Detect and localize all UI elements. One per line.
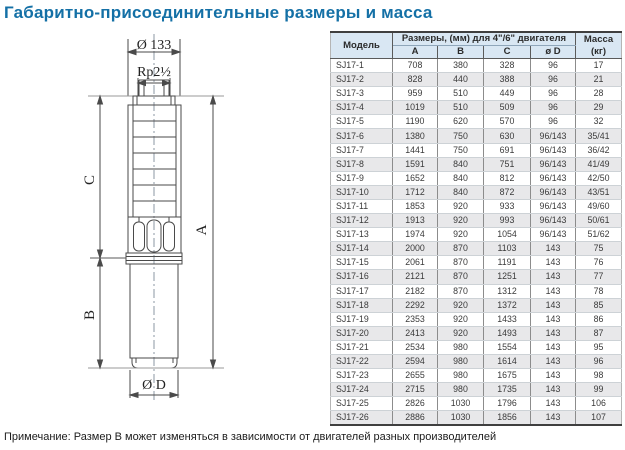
cell-d: 96/143 xyxy=(531,199,576,213)
cell-d: 143 xyxy=(531,369,576,383)
pump-drawing xyxy=(60,30,240,410)
cell-mass: 107 xyxy=(576,411,622,426)
cell-model: SJ17-19 xyxy=(331,312,393,326)
cell-d: 96/143 xyxy=(531,129,576,143)
cell-c: 570 xyxy=(484,115,531,129)
cell-a: 2886 xyxy=(393,411,438,426)
table-row xyxy=(331,115,622,129)
cell-model: SJ17-18 xyxy=(331,298,393,312)
cell-mass: 42/50 xyxy=(576,171,622,185)
cell-d: 143 xyxy=(531,298,576,312)
cell-b: 510 xyxy=(438,87,484,101)
table-row xyxy=(331,298,622,312)
cell-mass: 36/42 xyxy=(576,143,622,157)
cell-b: 870 xyxy=(438,270,484,284)
cell-c: 388 xyxy=(484,73,531,87)
table-row xyxy=(331,270,622,284)
cell-a: 1190 xyxy=(393,115,438,129)
cell-model: SJ17-16 xyxy=(331,270,393,284)
cell-c: 1251 xyxy=(484,270,531,284)
table-row xyxy=(331,256,622,270)
cell-mass: 29 xyxy=(576,101,622,115)
cell-a: 959 xyxy=(393,87,438,101)
cell-d: 143 xyxy=(531,383,576,397)
cell-d: 143 xyxy=(531,284,576,298)
cell-b: 870 xyxy=(438,284,484,298)
cell-b: 750 xyxy=(438,143,484,157)
cell-mass: 99 xyxy=(576,383,622,397)
cell-c: 1054 xyxy=(484,228,531,242)
dim-label-c: C xyxy=(82,174,98,186)
cell-a: 1652 xyxy=(393,171,438,185)
cell-mass: 28 xyxy=(576,87,622,101)
cell-a: 828 xyxy=(393,73,438,87)
cell-d: 143 xyxy=(531,270,576,284)
dim-label-top-diameter: Ø 133 xyxy=(136,38,172,53)
header-col-d: ø D xyxy=(531,46,576,59)
cell-mass: 95 xyxy=(576,340,622,354)
table-row xyxy=(331,284,622,298)
cell-model: SJ17-15 xyxy=(331,256,393,270)
cell-d: 96/143 xyxy=(531,228,576,242)
cell-b: 870 xyxy=(438,256,484,270)
table-row xyxy=(331,73,622,87)
table-row xyxy=(331,312,622,326)
cell-c: 1433 xyxy=(484,312,531,326)
cell-d: 96 xyxy=(531,115,576,129)
cell-d: 96 xyxy=(531,59,576,73)
table-row xyxy=(331,326,622,340)
cell-c: 872 xyxy=(484,185,531,199)
dim-label-bottom-diameter: Ø D xyxy=(142,378,166,393)
cell-a: 2826 xyxy=(393,397,438,411)
table-row xyxy=(331,397,622,411)
cell-a: 1019 xyxy=(393,101,438,115)
cell-a: 2061 xyxy=(393,256,438,270)
cell-model: SJ17-24 xyxy=(331,383,393,397)
header-model: Модель xyxy=(331,32,393,59)
cell-a: 2182 xyxy=(393,284,438,298)
header-mass-unit: (кг) xyxy=(590,45,607,57)
table-row xyxy=(331,59,622,73)
dimensions-table xyxy=(330,31,622,426)
cell-a: 708 xyxy=(393,59,438,73)
dim-label-b: B xyxy=(82,309,98,321)
table-row xyxy=(331,87,622,101)
cell-d: 96/143 xyxy=(531,143,576,157)
cell-c: 328 xyxy=(484,59,531,73)
cell-a: 2353 xyxy=(393,312,438,326)
cell-b: 920 xyxy=(438,199,484,213)
cell-b: 510 xyxy=(438,101,484,115)
cell-b: 980 xyxy=(438,340,484,354)
cell-mass: 77 xyxy=(576,270,622,284)
table-row xyxy=(331,228,622,242)
cell-b: 920 xyxy=(438,312,484,326)
cell-mass: 75 xyxy=(576,242,622,256)
cell-b: 380 xyxy=(438,59,484,73)
cell-mass: 85 xyxy=(576,298,622,312)
cell-c: 1735 xyxy=(484,383,531,397)
cell-c: 630 xyxy=(484,129,531,143)
cell-mass: 32 xyxy=(576,115,622,129)
cell-b: 750 xyxy=(438,129,484,143)
cell-d: 143 xyxy=(531,326,576,340)
cell-model: SJ17-11 xyxy=(331,199,393,213)
cell-c: 1493 xyxy=(484,326,531,340)
cell-model: SJ17-22 xyxy=(331,354,393,368)
cell-d: 96/143 xyxy=(531,185,576,199)
cell-model: SJ17-9 xyxy=(331,171,393,185)
cell-b: 620 xyxy=(438,115,484,129)
cell-model: SJ17-10 xyxy=(331,185,393,199)
cell-model: SJ17-23 xyxy=(331,369,393,383)
cell-model: SJ17-6 xyxy=(331,129,393,143)
cell-model: SJ17-1 xyxy=(331,59,393,73)
cell-c: 1312 xyxy=(484,284,531,298)
cell-b: 920 xyxy=(438,214,484,228)
dim-label-a: A xyxy=(194,224,210,236)
cell-mass: 76 xyxy=(576,256,622,270)
cell-model: SJ17-8 xyxy=(331,157,393,171)
cell-c: 1675 xyxy=(484,369,531,383)
cell-d: 96/143 xyxy=(531,157,576,171)
cell-mass: 96 xyxy=(576,354,622,368)
cell-a: 2715 xyxy=(393,383,438,397)
cell-b: 840 xyxy=(438,157,484,171)
cell-model: SJ17-3 xyxy=(331,87,393,101)
table-row xyxy=(331,157,622,171)
cell-d: 143 xyxy=(531,397,576,411)
cell-c: 751 xyxy=(484,157,531,171)
cell-mass: 17 xyxy=(576,59,622,73)
table-row xyxy=(331,383,622,397)
cell-b: 980 xyxy=(438,354,484,368)
cell-d: 96 xyxy=(531,73,576,87)
table-row xyxy=(331,354,622,368)
table-body xyxy=(331,59,622,426)
cell-a: 2292 xyxy=(393,298,438,312)
cell-model: SJ17-13 xyxy=(331,228,393,242)
cell-b: 840 xyxy=(438,171,484,185)
table-row xyxy=(331,185,622,199)
cell-c: 1554 xyxy=(484,340,531,354)
cell-model: SJ17-5 xyxy=(331,115,393,129)
cell-model: SJ17-20 xyxy=(331,326,393,340)
cell-b: 920 xyxy=(438,298,484,312)
cell-c: 1103 xyxy=(484,242,531,256)
cell-a: 1712 xyxy=(393,185,438,199)
cell-d: 143 xyxy=(531,340,576,354)
cell-a: 1974 xyxy=(393,228,438,242)
cell-mass: 21 xyxy=(576,73,622,87)
cell-mass: 35/41 xyxy=(576,129,622,143)
header-col-c: C xyxy=(484,46,531,59)
cell-c: 1796 xyxy=(484,397,531,411)
cell-model: SJ17-14 xyxy=(331,242,393,256)
cell-a: 2000 xyxy=(393,242,438,256)
cell-b: 980 xyxy=(438,369,484,383)
cell-mass: 51/62 xyxy=(576,228,622,242)
cell-mass: 87 xyxy=(576,326,622,340)
cell-d: 96 xyxy=(531,101,576,115)
header-col-a: A xyxy=(393,46,438,59)
cell-d: 96/143 xyxy=(531,171,576,185)
table-row xyxy=(331,143,622,157)
footnote: Примечание: Размер B может изменяться в зависимости от двигателей разных производителей xyxy=(4,431,497,443)
table-row xyxy=(331,171,622,185)
cell-model: SJ17-25 xyxy=(331,397,393,411)
table-header xyxy=(331,32,622,59)
cell-d: 143 xyxy=(531,411,576,426)
table-row xyxy=(331,340,622,354)
cell-a: 1853 xyxy=(393,199,438,213)
cell-c: 1614 xyxy=(484,354,531,368)
cell-mass: 86 xyxy=(576,312,622,326)
cell-mass: 43/51 xyxy=(576,185,622,199)
table-row xyxy=(331,411,622,426)
table-row xyxy=(331,242,622,256)
table-row xyxy=(331,129,622,143)
cell-c: 1372 xyxy=(484,298,531,312)
cell-c: 1191 xyxy=(484,256,531,270)
cell-d: 143 xyxy=(531,312,576,326)
cell-mass: 78 xyxy=(576,284,622,298)
cell-c: 1856 xyxy=(484,411,531,426)
cell-d: 143 xyxy=(531,354,576,368)
cell-c: 691 xyxy=(484,143,531,157)
cell-a: 2534 xyxy=(393,340,438,354)
cell-model: SJ17-4 xyxy=(331,101,393,115)
cell-a: 2121 xyxy=(393,270,438,284)
cell-d: 96 xyxy=(531,87,576,101)
cell-d: 96/143 xyxy=(531,214,576,228)
cell-c: 449 xyxy=(484,87,531,101)
cell-c: 509 xyxy=(484,101,531,115)
cell-a: 1441 xyxy=(393,143,438,157)
header-mass-label: Масса xyxy=(583,33,614,45)
cell-a: 1380 xyxy=(393,129,438,143)
cell-model: SJ17-26 xyxy=(331,411,393,426)
cell-d: 143 xyxy=(531,242,576,256)
cell-b: 440 xyxy=(438,73,484,87)
cell-b: 980 xyxy=(438,383,484,397)
cell-c: 933 xyxy=(484,199,531,213)
cell-c: 993 xyxy=(484,214,531,228)
cell-d: 143 xyxy=(531,256,576,270)
dim-label-thread: Rp2½ xyxy=(137,65,171,80)
page-title: Габаритно-присоединительные размеры и масса xyxy=(4,3,433,22)
cell-model: SJ17-2 xyxy=(331,73,393,87)
table-row xyxy=(331,101,622,115)
table-row xyxy=(331,214,622,228)
table-row xyxy=(331,369,622,383)
cell-mass: 106 xyxy=(576,397,622,411)
cell-mass: 50/61 xyxy=(576,214,622,228)
cell-model: SJ17-12 xyxy=(331,214,393,228)
cell-mass: 98 xyxy=(576,369,622,383)
cell-a: 1913 xyxy=(393,214,438,228)
cell-a: 2655 xyxy=(393,369,438,383)
header-col-b: B xyxy=(438,46,484,59)
cell-model: SJ17-21 xyxy=(331,340,393,354)
cell-a: 1591 xyxy=(393,157,438,171)
cell-a: 2413 xyxy=(393,326,438,340)
cell-b: 920 xyxy=(438,228,484,242)
table-row xyxy=(331,199,622,213)
cell-b: 1030 xyxy=(438,397,484,411)
cell-b: 920 xyxy=(438,326,484,340)
cell-a: 2594 xyxy=(393,354,438,368)
header-dims-group: Размеры, (мм) для 4"/6" двигателя xyxy=(393,32,576,46)
header-mass xyxy=(576,32,622,59)
cell-b: 870 xyxy=(438,242,484,256)
cell-model: SJ17-17 xyxy=(331,284,393,298)
cell-b: 1030 xyxy=(438,411,484,426)
cell-b: 840 xyxy=(438,185,484,199)
cell-model: SJ17-7 xyxy=(331,143,393,157)
cell-mass: 49/60 xyxy=(576,199,622,213)
cell-c: 812 xyxy=(484,171,531,185)
cell-mass: 41/49 xyxy=(576,157,622,171)
